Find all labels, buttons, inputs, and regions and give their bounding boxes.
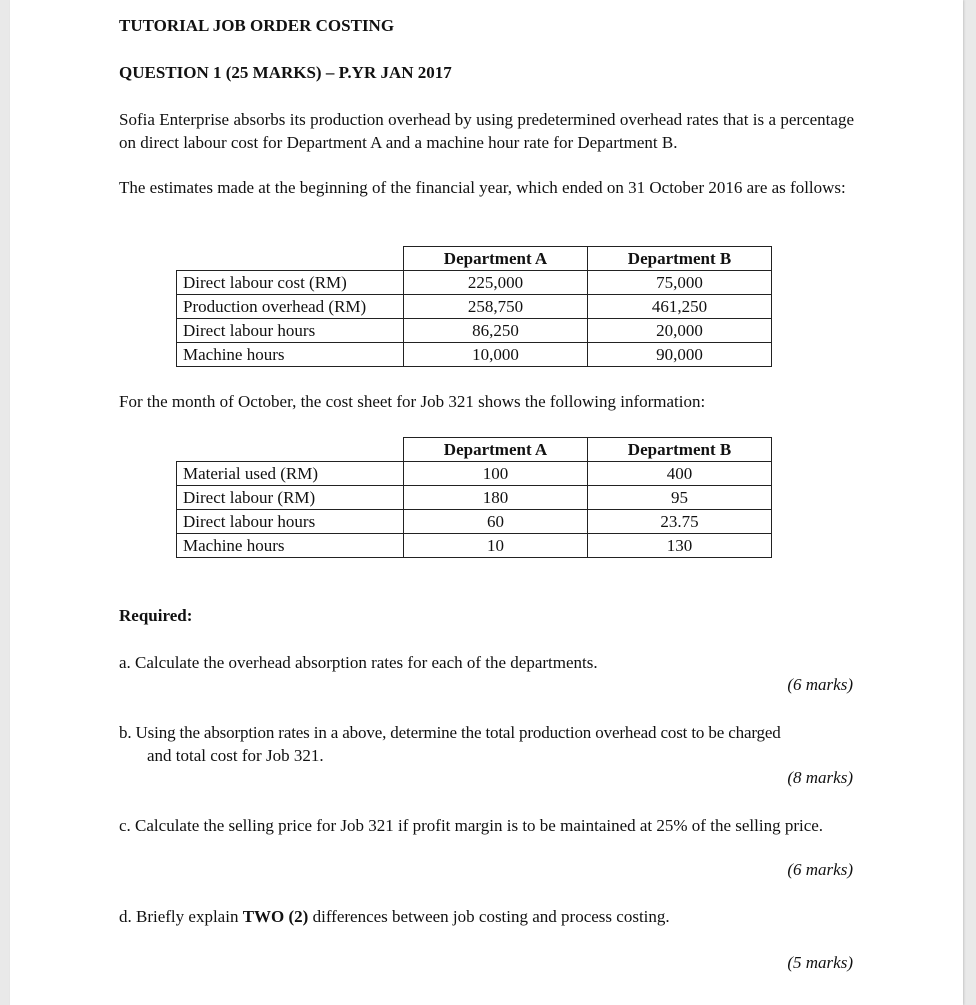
- table-row: [177, 343, 772, 367]
- estimates-paragraph: The estimates made at the beginning of the financial year, which ended on 31 October 2016 are as follows:: [119, 178, 846, 197]
- question-c: c. Calculate the selling price for Job 321 if profit margin is to be maintained at 25% of the selling price.: [119, 816, 824, 835]
- question-d: [119, 905, 670, 928]
- column-header: Department B: [588, 247, 772, 271]
- question-a: a. Calculate the overhead absorption rates for each of the departments.: [119, 653, 598, 672]
- cell-dept-b: 75,000: [588, 271, 772, 295]
- question-a-marks: (6 marks): [787, 675, 853, 694]
- column-header: Department A: [404, 438, 588, 462]
- row-label: Material used (RM): [177, 462, 404, 486]
- question-d-prefix: d. Briefly explain: [119, 907, 243, 926]
- table-row: [177, 462, 772, 486]
- required-heading: Required:: [119, 606, 193, 625]
- question-b-marks: (8 marks): [787, 768, 853, 787]
- document-page: [10, 0, 963, 1005]
- table-row: [177, 295, 772, 319]
- question-b-line2: and total cost for Job 321.: [147, 746, 324, 765]
- question-c-marks: (6 marks): [787, 860, 853, 879]
- cell-dept-b: 90,000: [588, 343, 772, 367]
- question-d-emphasis: TWO (2): [242, 907, 309, 926]
- table-row: [177, 534, 772, 558]
- row-label: Production overhead (RM): [177, 295, 404, 319]
- cost-sheet-paragraph: For the month of October, the cost sheet for Job 321 shows the following information:: [119, 392, 706, 411]
- document-title: TUTORIAL JOB ORDER COSTING: [119, 16, 395, 35]
- cell-dept-b: 400: [588, 462, 772, 486]
- row-label: Direct labour hours: [177, 319, 404, 343]
- cell-dept-a: 258,750: [404, 295, 588, 319]
- row-label: Direct labour hours: [177, 510, 404, 534]
- cell-dept-a: 86,250: [404, 319, 588, 343]
- table-row: [177, 271, 772, 295]
- table-header-row: [177, 247, 772, 271]
- cell-dept-b: 461,250: [588, 295, 772, 319]
- table-row: [177, 510, 772, 534]
- cell-dept-a: 180: [404, 486, 588, 510]
- column-header: Department B: [588, 438, 772, 462]
- cell-dept-b: 23.75: [588, 510, 772, 534]
- cell-dept-b: 130: [588, 534, 772, 558]
- table-header-row: [177, 438, 772, 462]
- question-d-suffix: differences between job costing and process costing.: [308, 907, 670, 926]
- cell-dept-a: 225,000: [404, 271, 588, 295]
- table-row: [177, 319, 772, 343]
- question-heading: QUESTION 1 (25 MARKS) – P.YR JAN 2017: [119, 63, 452, 82]
- row-label: Direct labour cost (RM): [177, 271, 404, 295]
- cell-dept-a: 60: [404, 510, 588, 534]
- cell-dept-b: 20,000: [588, 319, 772, 343]
- row-label: Machine hours: [177, 343, 404, 367]
- row-label: Machine hours: [177, 534, 404, 558]
- cell-dept-b: 95: [588, 486, 772, 510]
- job-cost-table: [176, 437, 772, 558]
- cell-dept-a: 10: [404, 534, 588, 558]
- row-label: Direct labour (RM): [177, 486, 404, 510]
- table-row: [177, 486, 772, 510]
- cell-dept-a: 10,000: [404, 343, 588, 367]
- cell-dept-a: 100: [404, 462, 588, 486]
- question-d-marks: (5 marks): [787, 953, 853, 972]
- column-header: Department A: [404, 247, 588, 271]
- estimates-table: [176, 246, 772, 367]
- question-b-line1: b. Using the absorption rates in a above, determine the total production overhead cost to be charged: [119, 723, 781, 742]
- intro-paragraph: Sofia Enterprise absorbs its production overhead by using predetermined overhead rates that is a percentage on direct labour cost for Department A and a machine hour rate for Department B.: [119, 110, 854, 152]
